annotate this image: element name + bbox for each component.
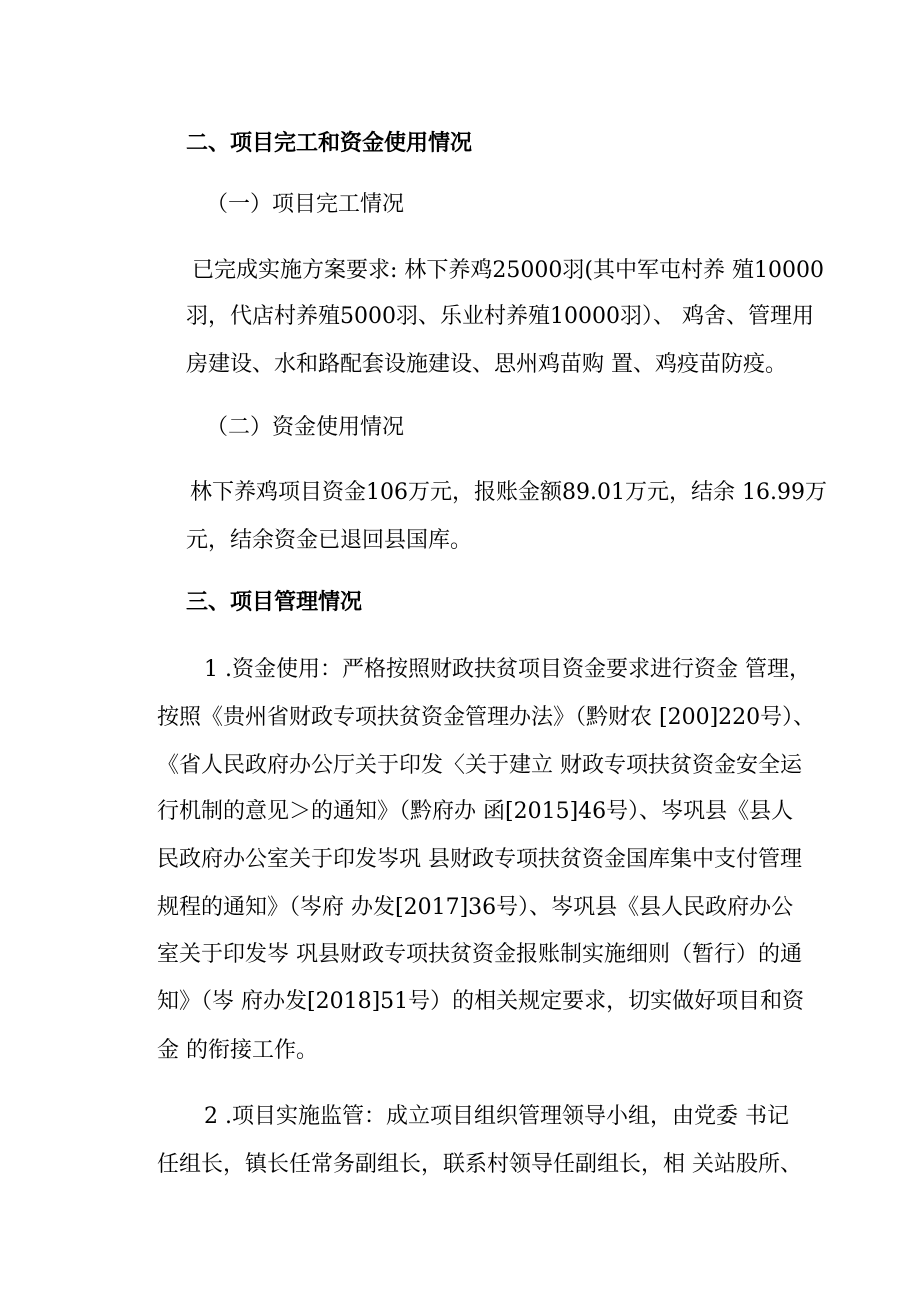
subsection-1-title: （一）项目完工情况	[206, 192, 405, 217]
funds-line: 林下养鸡项目资金106万元，报账金额89.01万元，结余 16.99万	[190, 480, 827, 505]
section-2-heading: 二、项目完工和资金使用情况	[186, 130, 473, 156]
fund-usage-line: 规程的通知》（岑府 办发[2017]36号）、岑巩县《县人民政府办公	[157, 895, 794, 920]
fund-usage-line: 室关于印发岑 巩县财政专项扶贫资金报账制实施细则（暂行）的通	[157, 942, 802, 967]
fund-usage-line: 行机制的意见＞的通知》（黔府办 函[2015]46号）、岑巩县《县人	[157, 799, 794, 824]
fund-usage-line: 民政府办公室关于印发岑巩 县财政专项扶贫资金国库集中支付管理	[157, 847, 802, 872]
completion-line: 羽，代店村养殖5000羽、乐业村养殖10000羽）、 鸡舍、管理用	[186, 304, 814, 329]
completion-line: 已完成实施方案要求: 林下养鸡25000羽(其中军屯村养 殖10000	[192, 258, 824, 283]
fund-usage-line: 1 .资金使用：严格按照财政扶贫项目资金要求进行资金 管理，	[204, 657, 811, 682]
subsection-2-title: （二）资金使用情况	[206, 415, 405, 440]
fund-usage-line: 知》（岑 府办发[2018]51号）的相关规定要求，切实做好项目和资	[157, 989, 805, 1014]
section-3-heading: 三、项目管理情况	[186, 589, 363, 615]
supervision-line: 2 .项目实施监管：成立项目组织管理领导小组，由党委 书记	[204, 1104, 789, 1129]
fund-usage-line: 《省人民政府办公厅关于印发〈关于建立 财政专项扶贫资金安全运	[157, 753, 802, 778]
fund-usage-line: 按照《贵州省财政专项扶贫资金管理办法》（黔财农 [200]220号）、	[157, 705, 816, 730]
supervision-line: 任组长，镇长任常务副组长，联系村领导任副组长，相 关站股所、	[157, 1152, 802, 1177]
fund-usage-line: 金 的衔接工作。	[157, 1038, 318, 1063]
completion-line: 房建设、水和路配套设施建设、思州鸡苗购 置、鸡疫苗防疫。	[186, 352, 787, 377]
funds-line: 元，结余资金已退回县国库。	[186, 528, 473, 553]
